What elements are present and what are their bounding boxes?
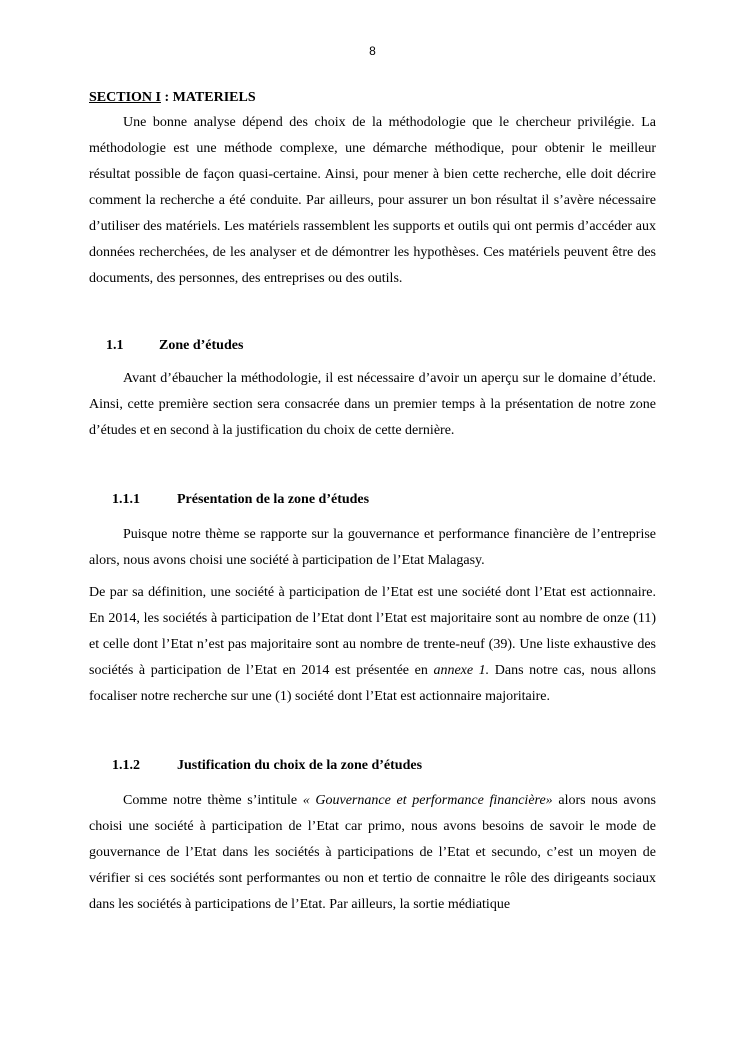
heading-1-1-2 [89,754,656,778]
paragraph-justification-text: alors nous avons choisi une société à participation de l’Etat car primo, nous avons besoins de savoir le mode de gouvernance de l’Etat dans les sociétés à participations de l’Etat et secundo, c’est un moyen de vérifier si ces sociétés sont performantes ou non et tertio de connaitre le rôle des dirigeants sociaux dans les sociétés à participations de l’Etat. Par ailleurs, la sortie médiatique [89,793,657,912]
paragraph-presentation-a: Puisque notre thème se rapporte sur la gouvernance et performance financière de l’entreprise alors, nous avons choisi une société à participation de l’Etat Malagasy. [89,527,656,568]
section-label: SECTION I [89,90,161,105]
page-number: 8 [369,44,376,58]
section-title: : MATERIELS [160,90,256,105]
paragraph-presentation-b-end: Dans notre cas, nous allons focaliser notre recherche sur une (1) société dont l’Etat est actionnaire majoritaire. [89,663,656,704]
theme-title-quote: « Gouvernance et performance financière» [302,793,553,808]
heading-1-1-number: 1.1 [106,338,124,353]
paragraph-presentation-b-text: De par sa définition, une société à participation de l’Etat est une société dont l’Etat est actionnaire. En 2014, les sociétés à participation de l’Etat dont l’Etat est majoritaire sont au nombre de onze (11) et celle dont l’Etat n’est pas majoritaire sont au nombre de trente-neuf (39). Une liste exhaustive des sociétés à participation de l’Etat en 2014 est présentée en [89,585,656,678]
heading-1-1-title: Zone d’études [159,338,244,353]
section-heading [89,86,656,110]
heading-1-1-2-title: Justification du choix de la zone d’études [177,758,423,773]
intro-paragraph: Une bonne analyse dépend des choix de la méthodologie que le chercheur privilégie. La méthodologie est une méthode complexe, une démarche méthodique, pour obtenir le meilleur résultat possible de façon quasi-certaine. Ainsi, pour mener à bien cette recherche, elle doit décrire comment la recherche a été conduite. Par ailleurs, pour assurer un bon résultat il s’avère nécessaire d’utiliser des matériels. Les matériels rassemblent les supports et outils qui ont permis d’accéder aux données recherchées, de les analyser et de démontrer les hypothèses. Ces matériels peuvent être des documents, des personnes, des entreprises ou des outils. [89,115,656,286]
paragraph-justification-start: Comme notre thème s’intitule [123,793,303,808]
paragraph-justification [89,788,656,918]
annexe-reference: annexe 1. [433,663,490,678]
document-body [89,86,656,918]
heading-1-1-2-number: 1.1.2 [112,758,140,773]
paragraph-presentation-b [89,580,656,710]
heading-1-1-1-number: 1.1.1 [112,492,140,507]
heading-1-1 [89,334,656,358]
heading-1-1-1-title: Présentation de la zone d’études [177,492,370,507]
paragraph-zone-etudes: Avant d’ébaucher la méthodologie, il est nécessaire d’avoir un aperçu sur le domaine d’étude. Ainsi, cette première section sera consacrée dans un premier temps à la présentation de notre zone d’études et en second à la justification du choix de cette dernière. [89,371,656,438]
heading-1-1-1 [89,488,656,512]
